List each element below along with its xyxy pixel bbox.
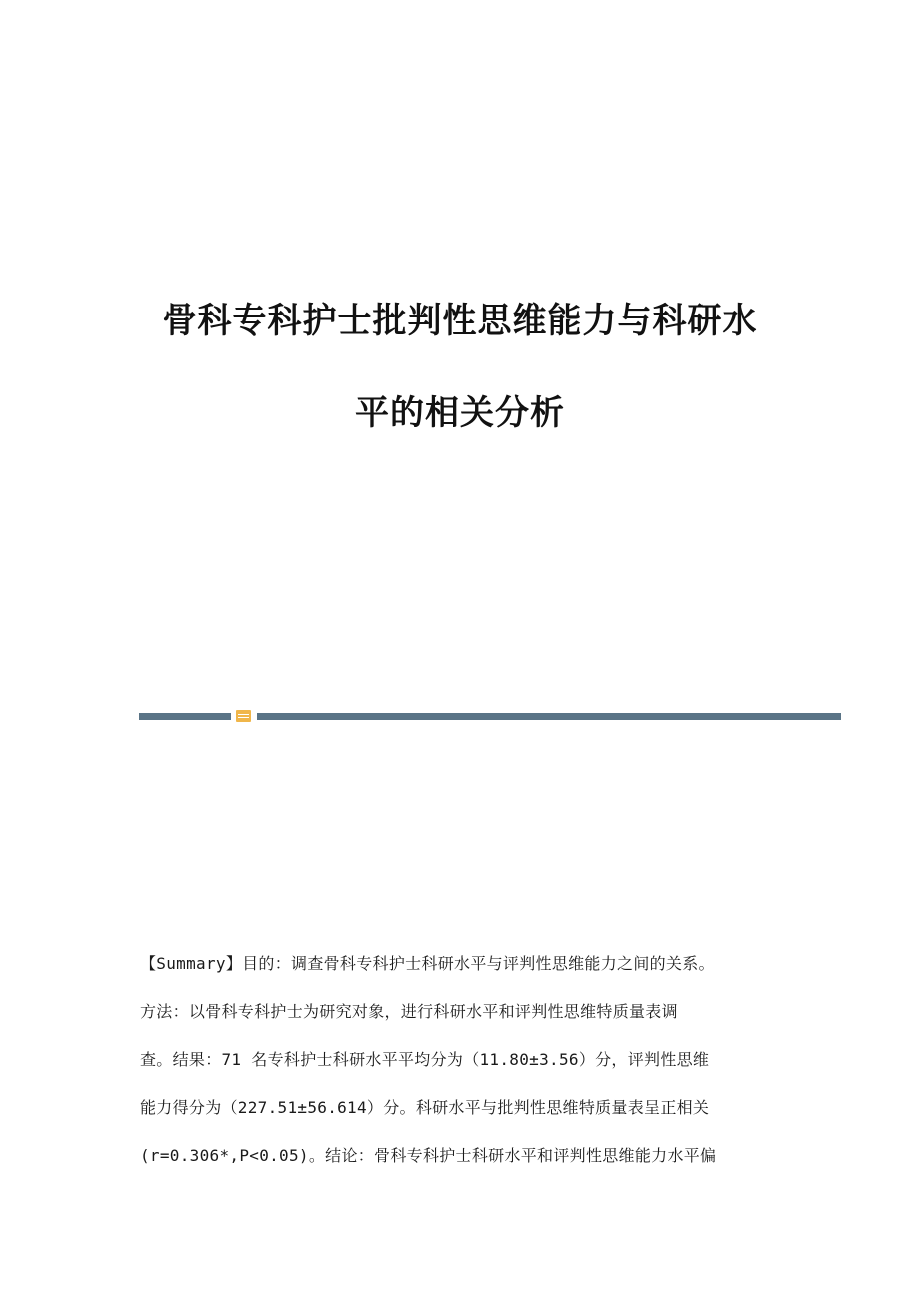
abstract-line-2: 方法：以骨科专科护士为研究对象，进行科研水平和评判性思维特质量表调	[140, 1002, 678, 1021]
document-title-line-1: 骨科专科护士批判性思维能力与科研水	[162, 300, 758, 341]
divider-bar-left	[139, 713, 231, 720]
abstract-line-3: 查。结果：71 名专科护士科研水平平均分为（11.80±3.56）分，评判性思维	[140, 1050, 710, 1069]
divider-bar-right	[257, 713, 841, 720]
document-title-line-2: 平的相关分析	[355, 392, 565, 433]
abstract-line-4: 能力得分为（227.51±56.614）分。科研水平与批判性思维特质量表呈正相关	[140, 1098, 710, 1117]
abstract-block	[140, 948, 790, 1188]
document-icon	[236, 710, 251, 722]
abstract-line-1: 【Summary】目的：调查骨科专科护士科研水平与评判性思维能力之间的关系。	[140, 954, 715, 973]
section-divider	[139, 710, 841, 722]
abstract-line-5: (r=0.306*,P<0.05)。结论：骨科专科护士科研水平和评判性思维能力水平偏	[140, 1146, 717, 1165]
